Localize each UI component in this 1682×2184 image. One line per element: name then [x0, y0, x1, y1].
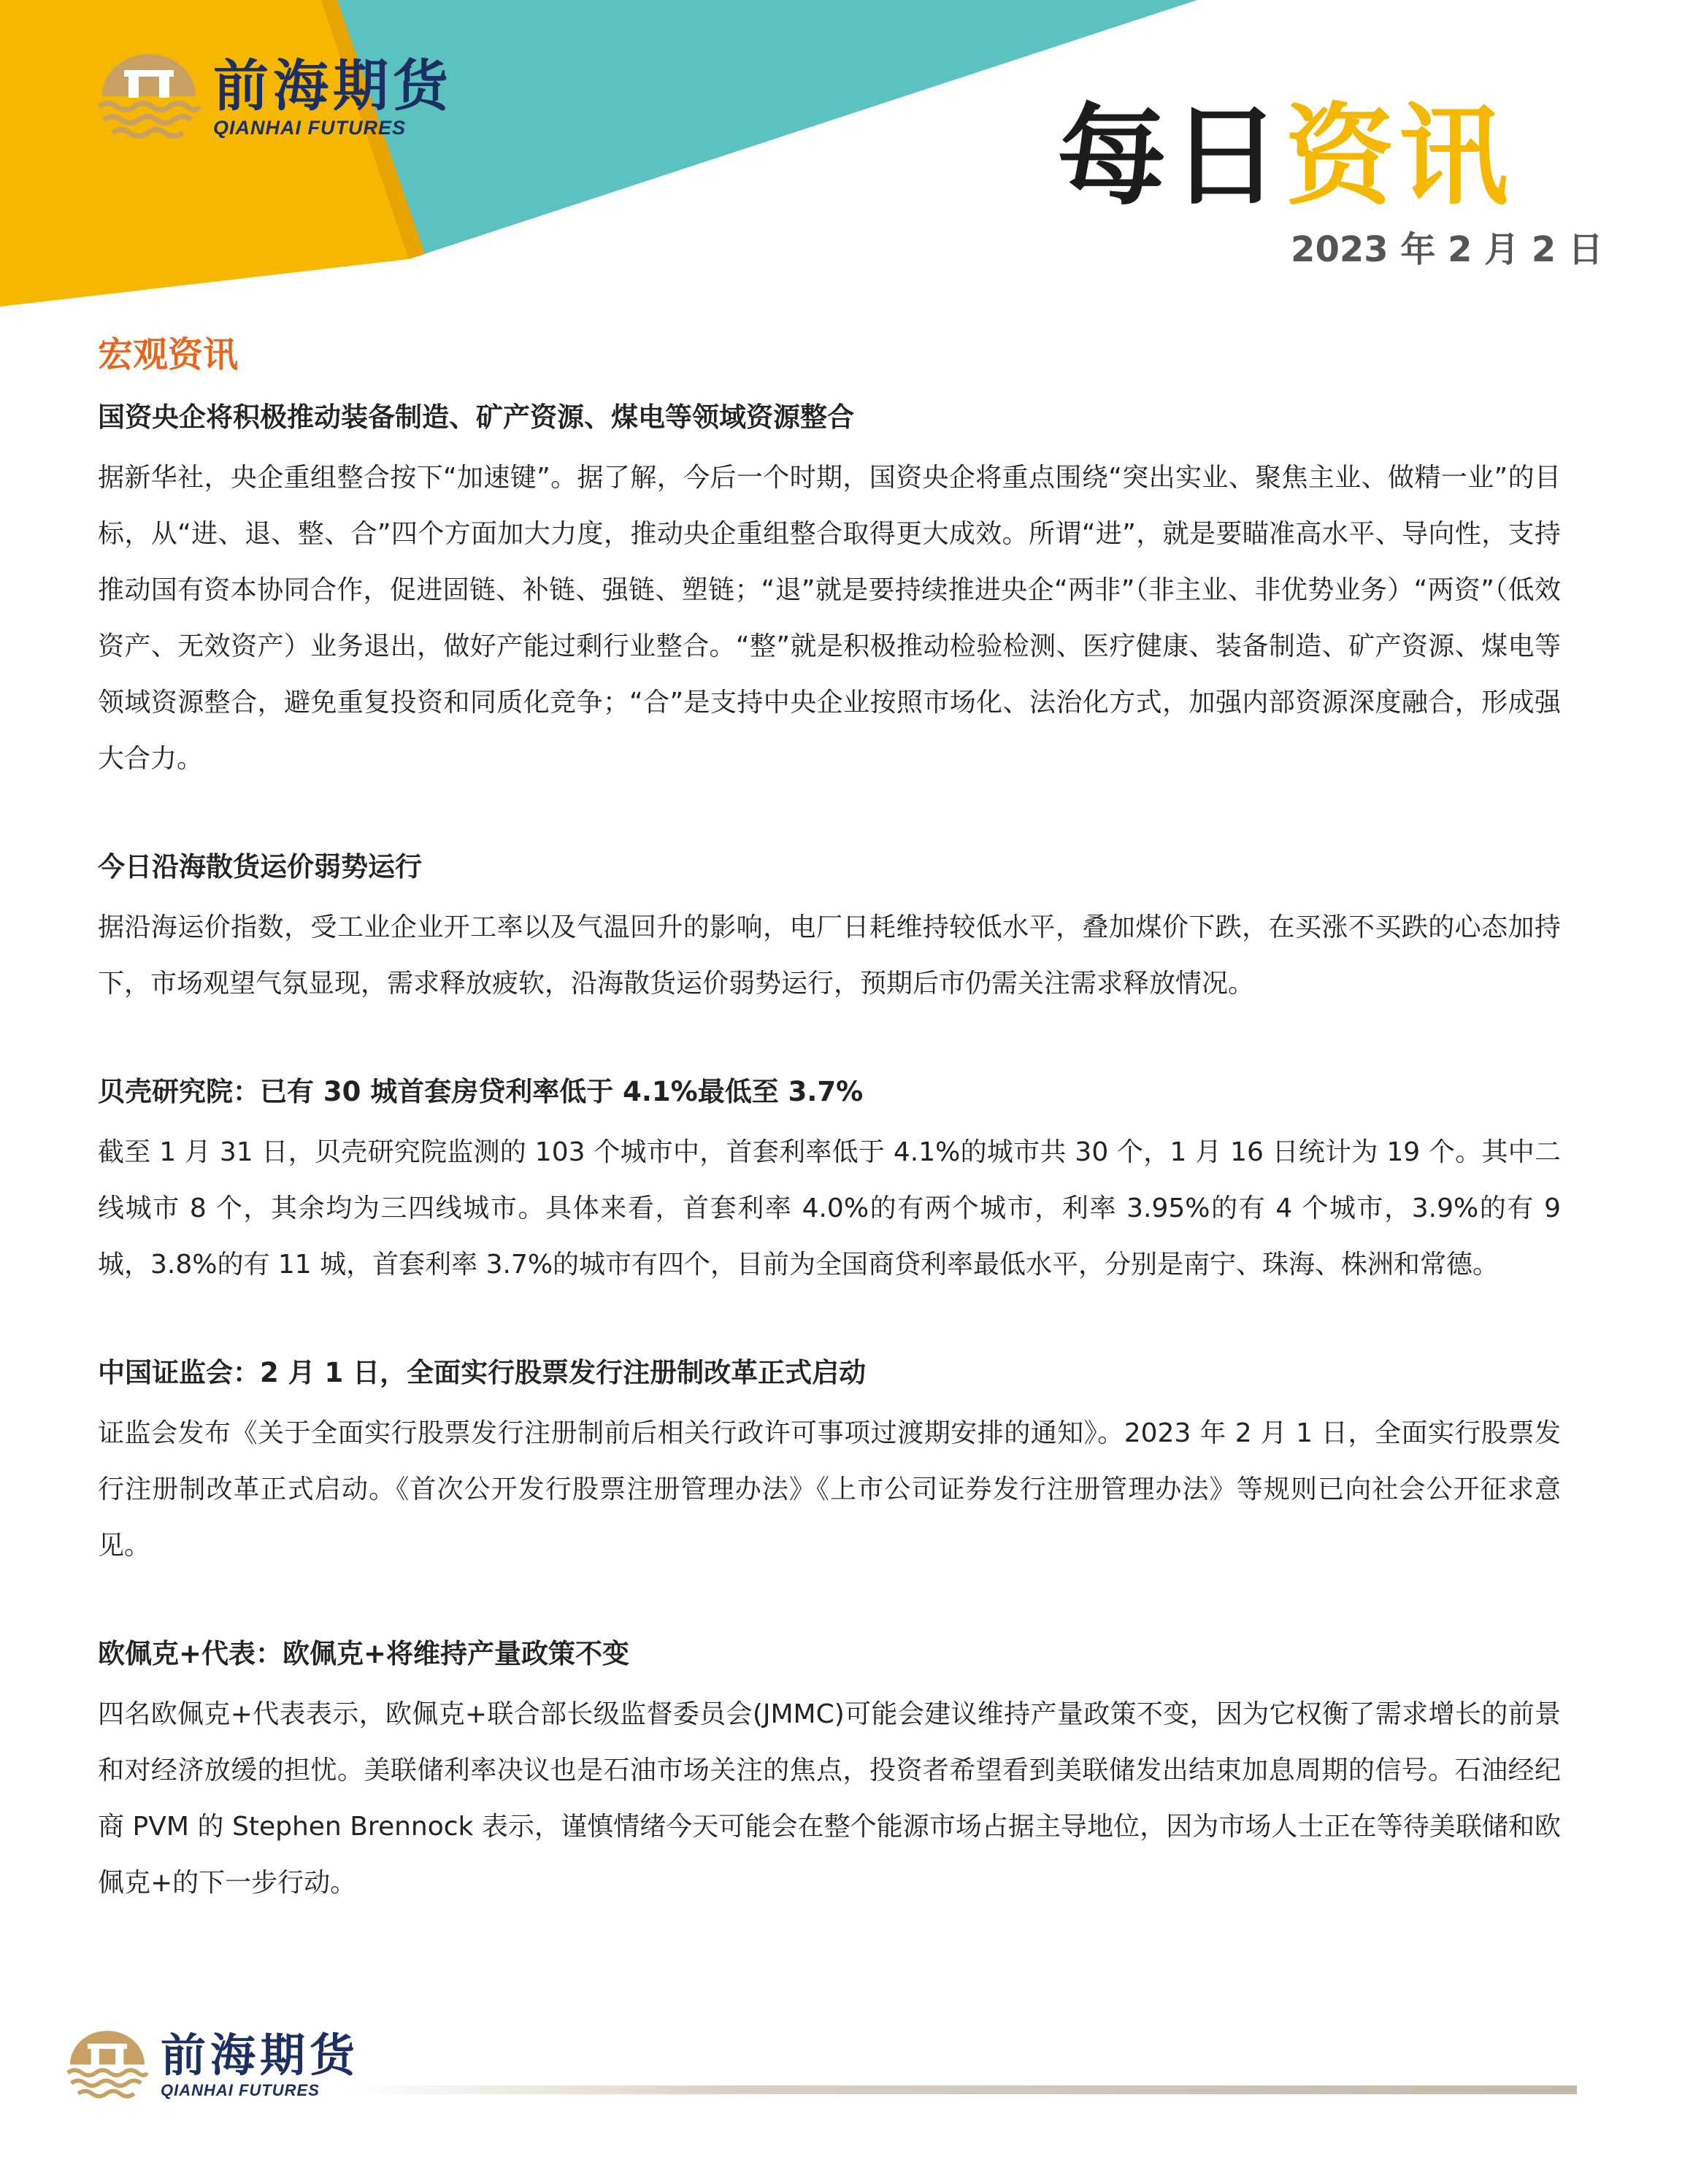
article-body: 四名欧佩克+代表表示，欧佩克+联合部长级监督委员会(JMMC)可能会建议维持产量政策不变，因为它权衡了需求增长的前景和对经济放缓的担忧。美联储利率决议也是石油市场关注的焦点，投资者希望看到美联储发出结束加息周期的信号。石油经纪商 PVM 的 Stephen Brennock 表示，谨慎情绪今天可能会在整个能源市场占据主导地位，因为市场人士正在等待美联储和欧佩克+的下一步行动。 — [98, 1699, 1561, 1898]
brand-name-en: QIANHAI FUTURES — [213, 116, 406, 139]
article-body: 据沿海运价指数，受工业企业开工率以及气温回升的影响，电厂日耗维持较低水平，叠加煤价下跌，在买涨不买跌的心态加持下，市场观望气氛显现，需求释放疲软，沿海散货运价弱势运行，预期后市仍需关注需求释放情况。 — [98, 912, 1561, 999]
report-date: 2023 年 2 月 2 日 — [1291, 229, 1603, 270]
page-title-part2: 资讯 — [1284, 93, 1513, 220]
brand-name-cn: 前海期货 — [161, 2029, 360, 2082]
section-title: 宏观资讯 — [98, 334, 239, 375]
footer-divider — [350, 2085, 1577, 2094]
article-registration-reform — [98, 1350, 1561, 1574]
article-title: 中国证监会：2 月 1 日，全面实行股票发行注册制改革正式启动 — [98, 1357, 867, 1388]
article-body: 证监会发布《关于全面实行股票发行注册制前后相关行政许可事项过渡期安排的通知》。2023 年 2 月 1 日，全面实行股票发行注册制改革正式启动。《首次公开发行股票注册管理办法》《上市公司证券发行注册管理办法》等规则已向社会公开征求意见。 — [98, 1418, 1561, 1561]
brand-emblem-icon — [64, 2029, 150, 2102]
article-title: 今日沿海散货运价弱势运行 — [98, 851, 422, 883]
article-body: 截至 1 月 31 日，贝壳研究院监测的 103 个城市中，首套利率低于 4.1%的城市共 30 个，1 月 16 日统计为 19 个。其中二线城市 8 个，其余均为三四线城市。具体来看，首套利率 4.0%的有两个城市，利率 3.95%的有 4 个城市，3.9%的有 9 城，3.8%的有 11 城，首套利率 3.7%的城市有四个，目前为全国商贷利率最低水平，分别是南宁、珠海、株洲和常德。 — [98, 1137, 1561, 1280]
article-body: 据新华社，央企重组整合按下“加速键”。据了解，今后一个时期，国资央企将重点围绕“突出实业、聚焦主业、做精一业”的目标，从“进、退、整、合”四个方面加大力度，推动央企重组整合取得更大成效。所谓“进”，就是要瞄准高水平、导向性，支持推动国有资本协同合作，促进固链、补链、强链、塑链；“退”就是要持续推进央企“两非”（非主业、非优势业务）“两资”（低效资产、无效资产）业务退出，做好产能过剩行业整合。“整”就是积极推动检验检测、医疗健康、装备制造、矿产资源、煤电等领域资源整合，避免重复投资和同质化竞争；“合”是支持中央企业按照市场化、法治化方式，加强内部资源深度融合，形成强大合力。 — [98, 463, 1561, 774]
brand-emblem-icon — [95, 53, 203, 143]
article-coastal-freight — [98, 844, 1561, 1012]
article-list — [98, 394, 1561, 1968]
brand-name-en: QIANHAI FUTURES — [161, 2081, 320, 2099]
brand-logo — [95, 53, 453, 143]
article-opec-policy — [98, 1631, 1561, 1911]
footer-logo — [64, 2029, 359, 2102]
brand-name-cn: 前海期货 — [213, 53, 453, 118]
article-title: 国资央企将积极推动装备制造、矿产资源、煤电等领域资源整合 — [98, 401, 854, 433]
page-title — [1056, 93, 1513, 220]
article-mortgage-rates — [98, 1069, 1561, 1293]
article-title: 欧佩克+代表：欧佩克+将维持产量政策不变 — [98, 1638, 630, 1669]
page-title-part1: 每日 — [1056, 93, 1285, 220]
article-soe-integration — [98, 394, 1561, 787]
article-title: 贝壳研究院：已有 30 城首套房贷利率低于 4.1%最低至 3.7% — [98, 1076, 864, 1107]
